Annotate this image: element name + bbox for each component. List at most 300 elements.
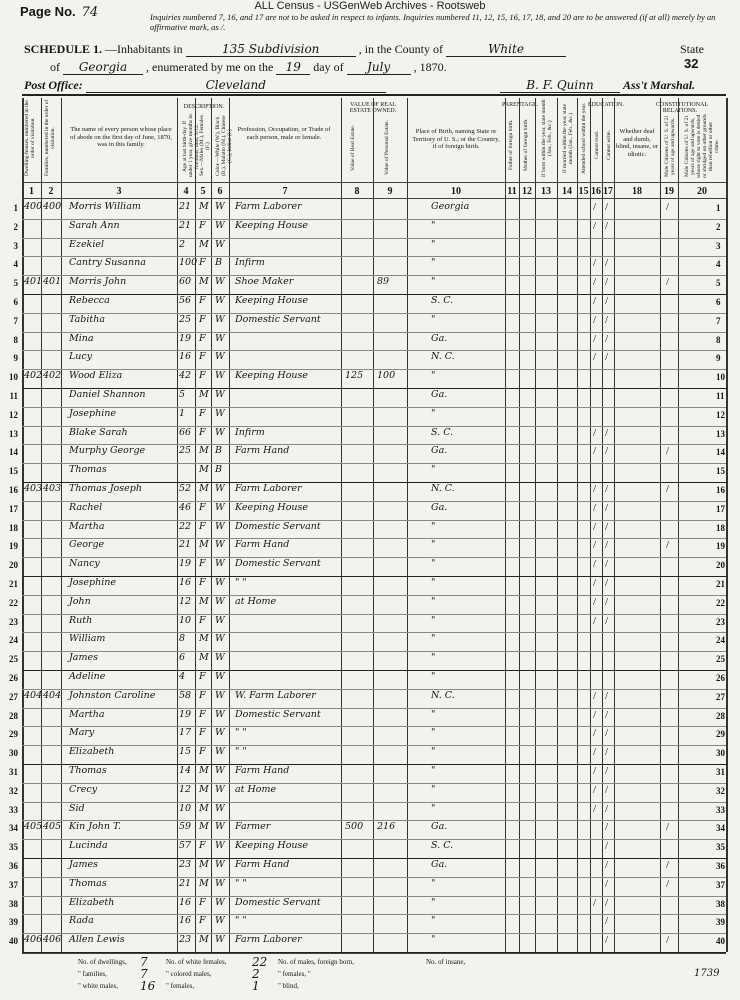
person-age: 58: [179, 689, 192, 701]
cannot-write-mark: /: [605, 783, 609, 796]
line-number: 33: [9, 804, 18, 815]
column-number: 6: [217, 186, 223, 197]
person-occupation: " ": [235, 746, 247, 758]
table-row: [0, 933, 740, 950]
line-number-right: 16: [716, 485, 725, 495]
page-number-value: 74: [81, 5, 99, 20]
cannot-read-mark: /: [593, 520, 597, 533]
person-color: W: [215, 313, 225, 325]
col6-heading: Color.—White (W.), Black (B.), Mulatto (M.), Chinese (C.), Indian (I.): [215, 115, 233, 177]
cannot-read-mark: /: [593, 483, 597, 495]
cannot-read-mark: /: [593, 708, 597, 721]
real-estate-value: 125: [345, 370, 364, 382]
line-number: 11: [9, 391, 18, 401]
personal-estate-value: 89: [377, 276, 390, 288]
table-row: [0, 538, 740, 555]
cannot-read-mark: /: [593, 689, 597, 702]
person-name: Josephine: [69, 407, 117, 419]
person-name: Lucy: [69, 351, 93, 363]
col4-heading: Age at last birth-day. If under 1 year, give months in fractions, thus, 3/12.: [182, 114, 200, 178]
line-number: 30: [9, 748, 18, 759]
person-name: Murphy George: [69, 445, 146, 457]
post-office-value: Cleveland: [86, 78, 386, 93]
cannot-read-mark: /: [593, 727, 597, 740]
line-number: 9: [13, 353, 18, 364]
person-sex: F: [199, 577, 206, 588]
colored-males-value: 2: [252, 967, 260, 981]
line-number: 20: [9, 560, 18, 571]
table-row: [0, 896, 740, 913]
person-occupation: Farm Hand: [235, 539, 290, 551]
place-of-birth: ": [431, 802, 436, 814]
place-of-birth: Ga.: [431, 445, 448, 457]
table-row: [0, 275, 740, 292]
line-number: 21: [9, 579, 18, 589]
place-of-birth: ": [431, 727, 436, 739]
col7-heading: Profession, Occupation, or Trade of each person, male or female.: [237, 126, 331, 141]
line-number: 5: [13, 278, 18, 289]
col12-heading: Mother of foreign birth.: [523, 118, 529, 172]
table-row: [0, 614, 740, 631]
person-age: 4: [179, 671, 186, 682]
place-of-birth: ": [431, 614, 436, 626]
state-value: Georgia: [63, 60, 143, 75]
person-age: 66: [179, 426, 192, 438]
line-number-right: 13: [716, 428, 725, 439]
table-row: [0, 444, 740, 461]
families-value: 7: [140, 967, 148, 981]
person-name: Elizabeth: [69, 746, 115, 758]
col14-heading: If married within the year, state month (Jan., Feb., &c.): [562, 103, 574, 173]
cannot-read-mark: /: [593, 351, 597, 364]
table-row: [0, 200, 740, 217]
person-name: Martha: [69, 520, 105, 532]
person-sex: M: [199, 821, 209, 833]
line-number-right: 37: [716, 879, 725, 890]
person-sex: M: [199, 652, 209, 664]
family-number: 402: [43, 370, 62, 382]
person-sex: M: [199, 464, 209, 476]
person-age: 6: [179, 652, 186, 664]
line-number-right: 4: [716, 259, 721, 270]
line-number: 19: [9, 541, 18, 552]
line-number-right: 18: [716, 522, 725, 533]
place-of-birth: ": [431, 765, 436, 776]
line-number: 18: [9, 522, 18, 533]
table-row: [0, 313, 740, 330]
person-sex: F: [199, 351, 206, 363]
person-sex: F: [199, 313, 206, 325]
person-name: Sid: [69, 802, 85, 814]
dwelling-number: 403: [24, 483, 43, 494]
person-color: W: [215, 840, 225, 852]
line-number: 16: [9, 485, 18, 495]
person-color: W: [215, 595, 225, 607]
margin-mark: 1739: [694, 968, 720, 979]
line-number: 31: [9, 767, 18, 777]
citizen-mark: /: [666, 821, 670, 834]
person-name: James: [69, 652, 98, 664]
line-number-right: 25: [716, 654, 725, 665]
person-age: 17: [179, 727, 192, 739]
col19-heading: Male Citizens of U. S. of 21 years of age and upwards.: [664, 114, 676, 178]
person-name: Morris John: [69, 276, 127, 288]
table-row: [0, 670, 740, 687]
person-sex: M: [199, 877, 209, 889]
col10-heading: Place of Birth, naming State or Territory of U. S.; or the Country, if of foreign birth.: [412, 128, 500, 150]
column-number: 14: [562, 186, 572, 197]
person-age: 10: [179, 802, 192, 814]
person-color: W: [215, 332, 225, 344]
line-number-right: 10: [716, 372, 725, 383]
person-color: W: [215, 558, 225, 570]
column-number: 17: [603, 186, 613, 197]
person-name: John: [69, 595, 91, 607]
archive-banner: ALL Census - USGenWeb Archives - Rootsweb: [254, 0, 486, 12]
cannot-read-mark: /: [593, 783, 597, 796]
heading-rule: [22, 182, 726, 183]
person-color: W: [215, 407, 225, 419]
line-number-right: 1: [716, 203, 721, 213]
cannot-read-mark: /: [593, 614, 597, 627]
person-sex: F: [199, 708, 206, 720]
line-number: 36: [9, 861, 18, 871]
marshal-value: B. F. Quinn: [500, 78, 620, 93]
person-name: Cantry Susanna: [69, 257, 146, 269]
cannot-write-mark: /: [605, 295, 609, 307]
cannot-write-mark: /: [605, 276, 609, 289]
place-of-birth: ": [431, 257, 436, 269]
person-sex: F: [199, 407, 206, 419]
person-color: W: [215, 671, 225, 682]
place-of-birth: Ga.: [431, 332, 448, 344]
table-row: [0, 802, 740, 819]
place-of-birth: ": [431, 313, 436, 325]
cannot-write-mark: /: [605, 896, 609, 909]
enumeration-line: [50, 60, 447, 75]
person-occupation: Farmer: [235, 821, 271, 833]
person-color: B: [215, 445, 222, 457]
cannot-write-mark: /: [605, 934, 609, 947]
person-color: W: [215, 577, 225, 588]
enumerated-label: , enumerated by me on the: [146, 60, 274, 74]
person-sex: F: [199, 295, 206, 306]
person-sex: M: [199, 539, 209, 551]
line-number-right: 17: [716, 503, 725, 514]
line-number: 40: [9, 936, 18, 947]
person-occupation: Domestic Servant: [235, 313, 321, 325]
line-number-right: 33: [716, 804, 725, 815]
place-of-birth: ": [431, 219, 436, 231]
person-color: W: [215, 389, 225, 400]
family-number: 401: [43, 276, 62, 288]
person-sex: M: [199, 389, 209, 400]
cannot-read-mark: /: [593, 746, 597, 759]
table-row: [0, 689, 740, 706]
cannot-write-mark: /: [605, 915, 609, 928]
person-sex: M: [199, 238, 209, 250]
cannot-write-mark: /: [605, 313, 609, 326]
cannot-read-mark: /: [593, 201, 597, 213]
person-name: Morris William: [69, 201, 141, 212]
place-of-birth: S. C.: [431, 840, 454, 852]
person-name: Crecy: [69, 783, 98, 795]
person-occupation: at Home: [235, 783, 277, 795]
cannot-write-mark: /: [605, 840, 609, 853]
person-occupation: Keeping House: [235, 840, 309, 852]
citizen-mark: /: [666, 539, 670, 552]
person-name: Ruth: [69, 614, 93, 626]
person-age: 16: [179, 351, 192, 363]
table-row: [0, 219, 740, 236]
table-row: [0, 482, 740, 499]
place-of-birth: ": [431, 877, 436, 889]
table-row: [0, 350, 740, 367]
person-sex: F: [199, 746, 206, 758]
person-sex: M: [199, 276, 209, 288]
person-name: Elizabeth: [69, 896, 115, 908]
person-sex: F: [199, 558, 206, 570]
place-of-birth: ": [431, 520, 436, 532]
person-age: 21: [179, 219, 192, 231]
cannot-write-mark: /: [605, 821, 609, 834]
place-of-birth: N. C.: [431, 689, 455, 701]
cannot-read-mark: /: [593, 257, 597, 270]
place-of-birth: ": [431, 558, 436, 570]
line-number: 25: [9, 654, 18, 665]
person-name: Kin John T.: [69, 821, 122, 833]
col2-heading: Families, numbered in the order of visitation.: [44, 99, 56, 177]
marshal-title: Ass't Marshal.: [623, 78, 696, 92]
colored-females-value: 1: [252, 979, 260, 993]
person-age: 10: [179, 614, 192, 626]
place-of-birth: ": [431, 671, 436, 682]
table-row: [0, 914, 740, 931]
person-age: 8: [179, 633, 186, 645]
line-number: 3: [13, 240, 18, 251]
line-number-right: 19: [716, 541, 725, 552]
schedule-label: SCHEDULE 1.: [24, 42, 103, 56]
dwellings-label: No. of dwellings,: [78, 958, 127, 966]
column-number: 12: [522, 186, 532, 197]
cannot-write-mark: /: [605, 332, 609, 345]
person-name: Rebecca: [69, 295, 110, 306]
person-sex: F: [199, 219, 206, 231]
personal-estate-value: 100: [377, 370, 396, 382]
state-label: State: [680, 42, 704, 56]
person-sex: M: [199, 765, 209, 776]
column-number: 5: [200, 186, 206, 197]
cannot-write-mark: /: [605, 426, 609, 439]
family-number: 404: [43, 689, 62, 701]
line-number: 34: [9, 823, 18, 834]
colored-males-label: " colored males,: [166, 970, 212, 978]
person-name: Ezekiel: [69, 238, 105, 250]
column-number: 11: [507, 186, 517, 197]
person-sex: F: [199, 840, 206, 852]
cannot-write-mark: /: [605, 595, 609, 608]
constitutional-heading: CONSTITUTIONAL RELATIONS.: [656, 102, 708, 114]
line-number-right: 3: [716, 240, 721, 251]
place-of-birth: ": [431, 934, 436, 946]
instructions-note: Inquiries numbered 7, 16, and 17 are not to be asked in respect to infants. Inquiries numbered 11, 12, 15, 16, 17, 18, and 20 are to be answered (if at all) merely by an affirmative mark, as /.: [150, 12, 716, 32]
month-value: July: [347, 60, 411, 75]
line-number: 29: [9, 729, 18, 740]
parentage-heading: PARENTAGE.: [502, 102, 539, 108]
cannot-read-mark: /: [593, 558, 597, 571]
person-age: 57: [179, 840, 192, 852]
table-row: [0, 426, 740, 443]
line-number-right: 12: [716, 409, 725, 420]
person-occupation: Farm Laborer: [235, 201, 302, 212]
person-color: W: [215, 783, 225, 795]
cannot-write-mark: /: [605, 727, 609, 740]
citizen-mark: /: [666, 445, 670, 458]
table-row: [0, 726, 740, 743]
real-estate-heading: VALUE OF REAL ESTATE OWNED.: [349, 102, 397, 114]
place-of-birth: ": [431, 783, 436, 795]
person-age: 16: [179, 915, 192, 927]
line-number: 37: [9, 879, 18, 890]
column-number: 20: [697, 186, 707, 197]
person-color: W: [215, 539, 225, 551]
line-number: 10: [9, 372, 18, 383]
col18-heading: Whether deaf and dumb, blind, insane, or idiotic.: [616, 128, 658, 158]
row-rule: [22, 952, 726, 953]
cannot-read-mark: /: [593, 595, 597, 608]
place-of-birth: ": [431, 708, 436, 720]
col1-heading: Dwelling-houses, numbered in the order of visitation.: [24, 100, 36, 176]
person-age: 22: [179, 520, 192, 532]
citizen-mark: /: [666, 877, 670, 890]
real-estate-value: 500: [345, 821, 364, 833]
place-of-birth: ": [431, 370, 436, 382]
person-color: W: [215, 821, 225, 833]
family-number: 403: [43, 483, 62, 494]
person-age: 21: [179, 539, 192, 551]
person-color: B: [215, 257, 222, 269]
person-name: Blake Sarah: [69, 426, 128, 438]
table-row: [0, 407, 740, 424]
person-occupation: Domestic Servant: [235, 558, 321, 570]
cannot-write-mark: /: [605, 219, 609, 232]
person-sex: M: [199, 934, 209, 946]
person-age: 12: [179, 783, 192, 795]
line-number: 28: [9, 710, 18, 721]
line-number: 14: [9, 447, 18, 458]
person-sex: M: [199, 201, 209, 212]
person-occupation: Farm Laborer: [235, 483, 302, 494]
person-name: Thomas: [69, 464, 107, 476]
person-name: Sarah Ann: [69, 219, 120, 231]
col5-heading: Sex.—Males (M.), Females (F.): [199, 115, 211, 177]
table-row: [0, 520, 740, 537]
col16-heading: Cannot read.: [594, 130, 600, 160]
col3-heading: The name of every person whose place of abode on the first day of June, 1870, was in this family.: [70, 126, 172, 148]
person-age: 25: [179, 445, 192, 457]
year-label: , 1870.: [413, 60, 447, 74]
blind-label: " blind,: [278, 982, 299, 990]
page-totals: [30, 956, 730, 998]
column-number: 15: [578, 186, 589, 197]
cannot-read-mark: /: [593, 332, 597, 345]
person-age: 21: [179, 877, 192, 889]
line-number-right: 21: [716, 579, 725, 589]
table-row: [0, 651, 740, 668]
person-age: 23: [179, 859, 192, 870]
person-color: W: [215, 295, 225, 306]
colored-females-label: " females,: [166, 982, 195, 990]
dwelling-number: 404: [24, 689, 43, 701]
dwelling-number: 406: [24, 934, 43, 946]
person-color: W: [215, 520, 225, 532]
column-number: 4: [183, 186, 189, 197]
person-name: Mina: [69, 332, 94, 344]
place-of-birth: ": [431, 539, 436, 551]
person-color: W: [215, 727, 225, 739]
place-of-birth: N. C.: [431, 483, 455, 494]
line-number: 32: [9, 785, 18, 796]
person-sex: F: [199, 426, 206, 438]
cannot-write-mark: /: [605, 501, 609, 514]
subdivision-value: 135 Subdivision: [186, 42, 356, 57]
person-occupation: Farm Hand: [235, 445, 290, 457]
inhabitants-label: —Inhabitants in: [105, 42, 183, 56]
foreign-females-label: " females, ": [278, 970, 311, 978]
place-of-birth: ": [431, 595, 436, 607]
person-color: W: [215, 426, 225, 438]
column-number: 19: [664, 186, 674, 197]
table-row: [0, 238, 740, 255]
person-name: Tabitha: [69, 313, 105, 325]
table-row: [0, 369, 740, 386]
person-color: W: [215, 746, 225, 758]
family-number: 400: [43, 201, 62, 212]
table-row: [0, 745, 740, 762]
cannot-write-mark: /: [605, 802, 609, 815]
line-number-right: 39: [716, 917, 725, 928]
white-females-label: No. of white females,: [166, 958, 227, 966]
person-occupation: " ": [235, 727, 247, 739]
families-label: " families,: [78, 970, 107, 978]
col17-heading: Cannot write.: [606, 130, 612, 160]
cannot-read-mark: /: [593, 295, 597, 307]
table-row: [0, 783, 740, 800]
col13-heading: If born within the year, state month (Jan., Feb., &c.): [541, 99, 553, 177]
line-number: 35: [9, 842, 18, 853]
line-number-right: 38: [716, 898, 725, 909]
person-sex: F: [199, 915, 206, 927]
table-row: [0, 557, 740, 574]
line-number: 4: [13, 259, 18, 270]
person-sex: M: [199, 783, 209, 795]
line-number-right: 15: [716, 466, 725, 477]
person-sex: F: [199, 332, 206, 344]
person-sex: F: [199, 257, 206, 269]
person-color: W: [215, 238, 225, 250]
cannot-write-mark: /: [605, 539, 609, 552]
person-occupation: Domestic Servant: [235, 708, 321, 720]
cannot-write-mark: /: [605, 708, 609, 721]
person-age: 25: [179, 313, 192, 325]
table-row: [0, 595, 740, 612]
person-occupation: W. Farm Laborer: [235, 689, 316, 701]
person-sex: F: [199, 614, 206, 626]
person-name: Rachel: [69, 501, 103, 513]
col11-heading: Father of foreign birth.: [508, 119, 514, 171]
person-occupation: " ": [235, 877, 247, 889]
line-number-right: 40: [716, 936, 725, 947]
